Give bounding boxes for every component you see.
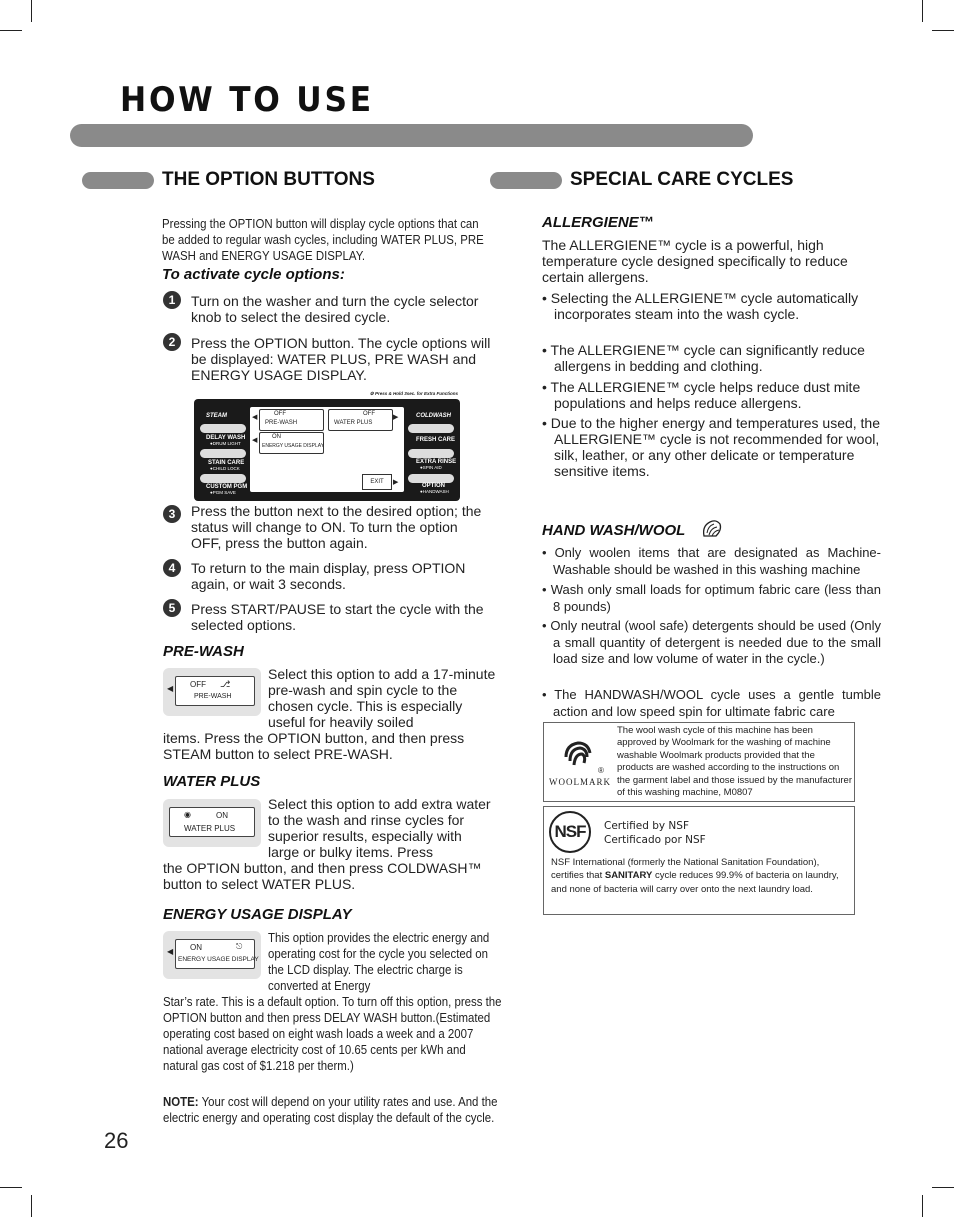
delay-wash-button xyxy=(200,449,246,458)
allergiene-heading: ALLERGIENE™ xyxy=(542,214,654,231)
registered-mark: ® xyxy=(598,766,604,775)
waterplus-text: Select this option to add extra water to the wash and rinse cycles for superior results, especially with large or bulky items. Press xyxy=(268,796,491,860)
waterplus-lcd-illustration xyxy=(163,799,261,847)
crop-mark xyxy=(31,1195,32,1217)
allergiene-bullet: • Selecting the ALLERGIENE™ cycle automatically incorporates steam into the wash cycle. xyxy=(542,290,859,322)
fresh-care-label: FRESH CARE xyxy=(416,437,456,443)
woolmark-text: The wool wash cycle of this machine has been approved by Woolmark for the washing of machine washable Woolmark products provided that the products are washed according to the instructions on the garment label and those issued by the manufacturer of this washing machine, M0807 xyxy=(617,725,853,799)
lcd-label: WATER PLUS xyxy=(184,824,236,833)
arrow-left-icon: ◀ xyxy=(167,684,174,693)
coldwash-button xyxy=(408,424,454,433)
water-icon: ◉ xyxy=(184,810,191,819)
extra-rinse-label: EXTRA RINSE xyxy=(416,459,457,465)
note-text: Your cost will depend on your utility rates and use. And the electric energy and operating cost display the default of the cycle. xyxy=(163,1094,498,1125)
extra-sub-label: ●SPIN AID xyxy=(420,465,442,470)
option-sub-label: ●HANDWASH xyxy=(420,489,449,494)
arrow-left-icon: ◀ xyxy=(252,437,258,444)
energy-lcd-illustration xyxy=(163,931,261,979)
allergiene-bullet: • Due to the higher energy and temperatures used, the ALLERGIENE™ cycle is not recommended for wool, silk, leather, or any other delicate or temperature sensitive items. xyxy=(542,415,881,479)
panel-lcd-screen xyxy=(250,407,404,492)
option-label: OPTION xyxy=(422,483,446,489)
lcd-label: ENERGY USAGE DISPLAY xyxy=(178,956,259,963)
energy-note xyxy=(163,1094,502,1126)
step-number: 2 xyxy=(163,333,181,351)
handwash-bullet: • Only neutral (wool safe) detergents should be used (Only a small quantity of detergent is needed due to the small load size and low volume of water in the cycle.) xyxy=(542,618,881,666)
step-text: Press START/PAUSE to start the cycle with the selected options. xyxy=(191,601,484,633)
cell-label: WATER PLUS xyxy=(334,420,373,426)
arrow-left-icon: ◀ xyxy=(252,414,258,421)
step-number: 5 xyxy=(163,599,181,617)
woolmark-logo-icon xyxy=(560,735,596,771)
handwash-bullet: • Wash only small loads for optimum fabric care (less than 8 pounds) xyxy=(542,582,881,614)
steam-label: STEAM xyxy=(206,413,227,419)
custom-sub-label: ●PGM SAVE xyxy=(210,490,236,495)
nsf-text-a: NSF International (formerly the National Sanitation Foundation), certifies that xyxy=(551,857,820,882)
energy-heading: ENERGY USAGE DISPLAY xyxy=(163,906,352,923)
crop-mark xyxy=(0,30,22,31)
nsf-text-bold: SANITARY xyxy=(604,870,653,882)
extra-rinse-button xyxy=(408,474,454,483)
waterplus-text-cont: the OPTION button, and then press COLDWASH™ button to select WATER PLUS. xyxy=(163,860,482,892)
energy-text: This option provides the electric energy and operating cost for the cycle you selected on the LCD display. The electric charge is converted at Energy xyxy=(268,930,490,993)
crop-mark xyxy=(922,0,923,22)
step-number: 4 xyxy=(163,559,181,577)
lcd-screen xyxy=(175,939,259,969)
woolmark-logo-text: WOOLMARK xyxy=(549,777,611,787)
step-text: Press the button next to the desired option; the status will change to ON. To turn the option OFF, press the button again. xyxy=(191,503,482,551)
step-text: Turn on the washer and turn the cycle selector knob to select the desired cycle. xyxy=(191,293,479,325)
lcd-state: ON xyxy=(216,811,228,820)
panel-caption: ⚙ Press & Hold 3sec. for Extra Functions xyxy=(369,391,458,396)
allergiene-intro: The ALLERGIENE™ cycle is a powerful, high temperature cycle designed specifically to reduce certain allergens. xyxy=(542,237,848,285)
activate-heading: To activate cycle options: xyxy=(162,266,345,283)
allergiene-bullet: • The ALLERGIENE™ cycle helps reduce dust mite populations and helps reduce allergens. xyxy=(542,379,861,411)
step-number: 3 xyxy=(163,505,181,523)
lcd-cell xyxy=(259,409,324,431)
intro-text: Pressing the OPTION button will display cycle options that can be added to regular wash cycles, including WATER PLUS, PRE WASH and ENERGY USAGE DISPLAY. xyxy=(162,216,484,263)
lcd-state: OFF xyxy=(190,680,206,689)
header-bar xyxy=(70,124,753,147)
coldwash-label: COLDWASH xyxy=(416,413,451,419)
note-label: NOTE: xyxy=(163,1094,199,1109)
stain-sub-label: ●CHILD LOCK xyxy=(210,466,240,471)
arrow-left-icon: ◀ xyxy=(167,947,174,956)
nsf-text-b: cycle reduces 99.9% of bacteria on laundry, and none of bacteria will carry over onto the next laundry load. xyxy=(551,870,839,895)
cell-state: OFF xyxy=(363,411,375,417)
lcd-label: PRE-WASH xyxy=(194,693,232,700)
page-title: HOW TO USE xyxy=(120,80,374,120)
cell-state: OFF xyxy=(274,411,286,417)
step-number: 1 xyxy=(163,291,181,309)
cell-label: PRE-WASH xyxy=(265,420,298,426)
stain-care-label: STAIN CARE xyxy=(208,460,245,466)
section-pill xyxy=(82,172,154,189)
lcd-screen xyxy=(169,807,255,837)
shirt-icon: ⎇ xyxy=(220,679,231,689)
control-panel-illustration xyxy=(194,399,460,501)
waterplus-heading: WATER PLUS xyxy=(163,773,261,790)
allergiene-bullet: • The ALLERGIENE™ cycle can significantly reduce allergens in bedding and clothing. xyxy=(542,342,865,374)
stain-care-button xyxy=(200,474,246,483)
cell-label: ENERGY USAGE DISPLAY xyxy=(262,443,325,449)
section-pill xyxy=(490,172,562,189)
section-title-special-care: SPECIAL CARE CYCLES xyxy=(570,169,794,190)
handwash-bullet: • Only woolen items that are designated as Machine-Washable should be washed in this washing machine xyxy=(542,545,881,577)
woolmark-box xyxy=(543,722,855,802)
handwash-bullet: • The HANDWASH/WOOL cycle uses a gentle tumble action and low speed spin for ultimate fabric care xyxy=(542,687,881,719)
energy-text-cont: Star’s rate. This is a default option. To turn off this option, press the OPTION button and then press DELAY WASH button.(Estimated operating cost based on eight wash loads a week and a 2007 national average electricity cost of 10.65 cents per kWh and natural gas cost of $1.218 per therm.) xyxy=(163,994,502,1073)
crop-mark xyxy=(0,1187,22,1188)
delay-wash-label: DELAY WASH xyxy=(206,435,246,441)
section-title-option-buttons: THE OPTION BUTTONS xyxy=(162,169,375,190)
fresh-care-button xyxy=(408,449,454,458)
lcd-cell xyxy=(259,432,324,454)
arrow-right-icon: ▶ xyxy=(393,414,399,421)
page-number: 26 xyxy=(104,1128,129,1153)
crop-mark xyxy=(932,1187,954,1188)
handwash-heading: HAND WASH/WOOL xyxy=(542,522,686,539)
crop-mark xyxy=(932,30,954,31)
step-text: Press the OPTION button. The cycle options will be displayed: WATER PLUS, PRE WASH and ENERGY USAGE DISPLAY. xyxy=(191,335,491,383)
prewash-heading: PRE-WASH xyxy=(163,643,244,660)
nsf-box xyxy=(543,806,855,915)
crop-mark xyxy=(922,1195,923,1217)
delay-sub-label: ●DRUM LIGHT xyxy=(210,441,241,446)
arrow-right-icon: ▶ xyxy=(393,479,399,486)
prewash-text-cont: items. Press the OPTION button, and then press STEAM button to select PRE-WASH. xyxy=(163,730,465,762)
nsf-cert-es: Certificado por NSF xyxy=(604,834,706,846)
step-text: To return to the main display, press OPTION again, or wait 3 seconds. xyxy=(191,560,466,592)
nsf-cert-en: Certified by NSF xyxy=(604,820,689,832)
nsf-text xyxy=(551,856,851,896)
plug-icon: ⎋ xyxy=(236,942,243,951)
prewash-lcd-illustration xyxy=(163,668,261,716)
crop-mark xyxy=(31,0,32,22)
nsf-logo: NSF xyxy=(549,811,591,853)
custom-pgm-label: CUSTOM PGM xyxy=(206,484,248,490)
cell-state: ON xyxy=(272,434,281,440)
lcd-cell xyxy=(328,409,393,431)
lcd-screen xyxy=(175,676,255,706)
wool-icon xyxy=(700,516,724,540)
lcd-state: ON xyxy=(190,943,202,952)
exit-cell: EXIT xyxy=(362,474,392,490)
steam-button xyxy=(200,424,246,433)
prewash-text: Select this option to add a 17-minute pre-wash and spin cycle to the chosen cycle. This is especially useful for heavily soiled xyxy=(268,666,496,730)
